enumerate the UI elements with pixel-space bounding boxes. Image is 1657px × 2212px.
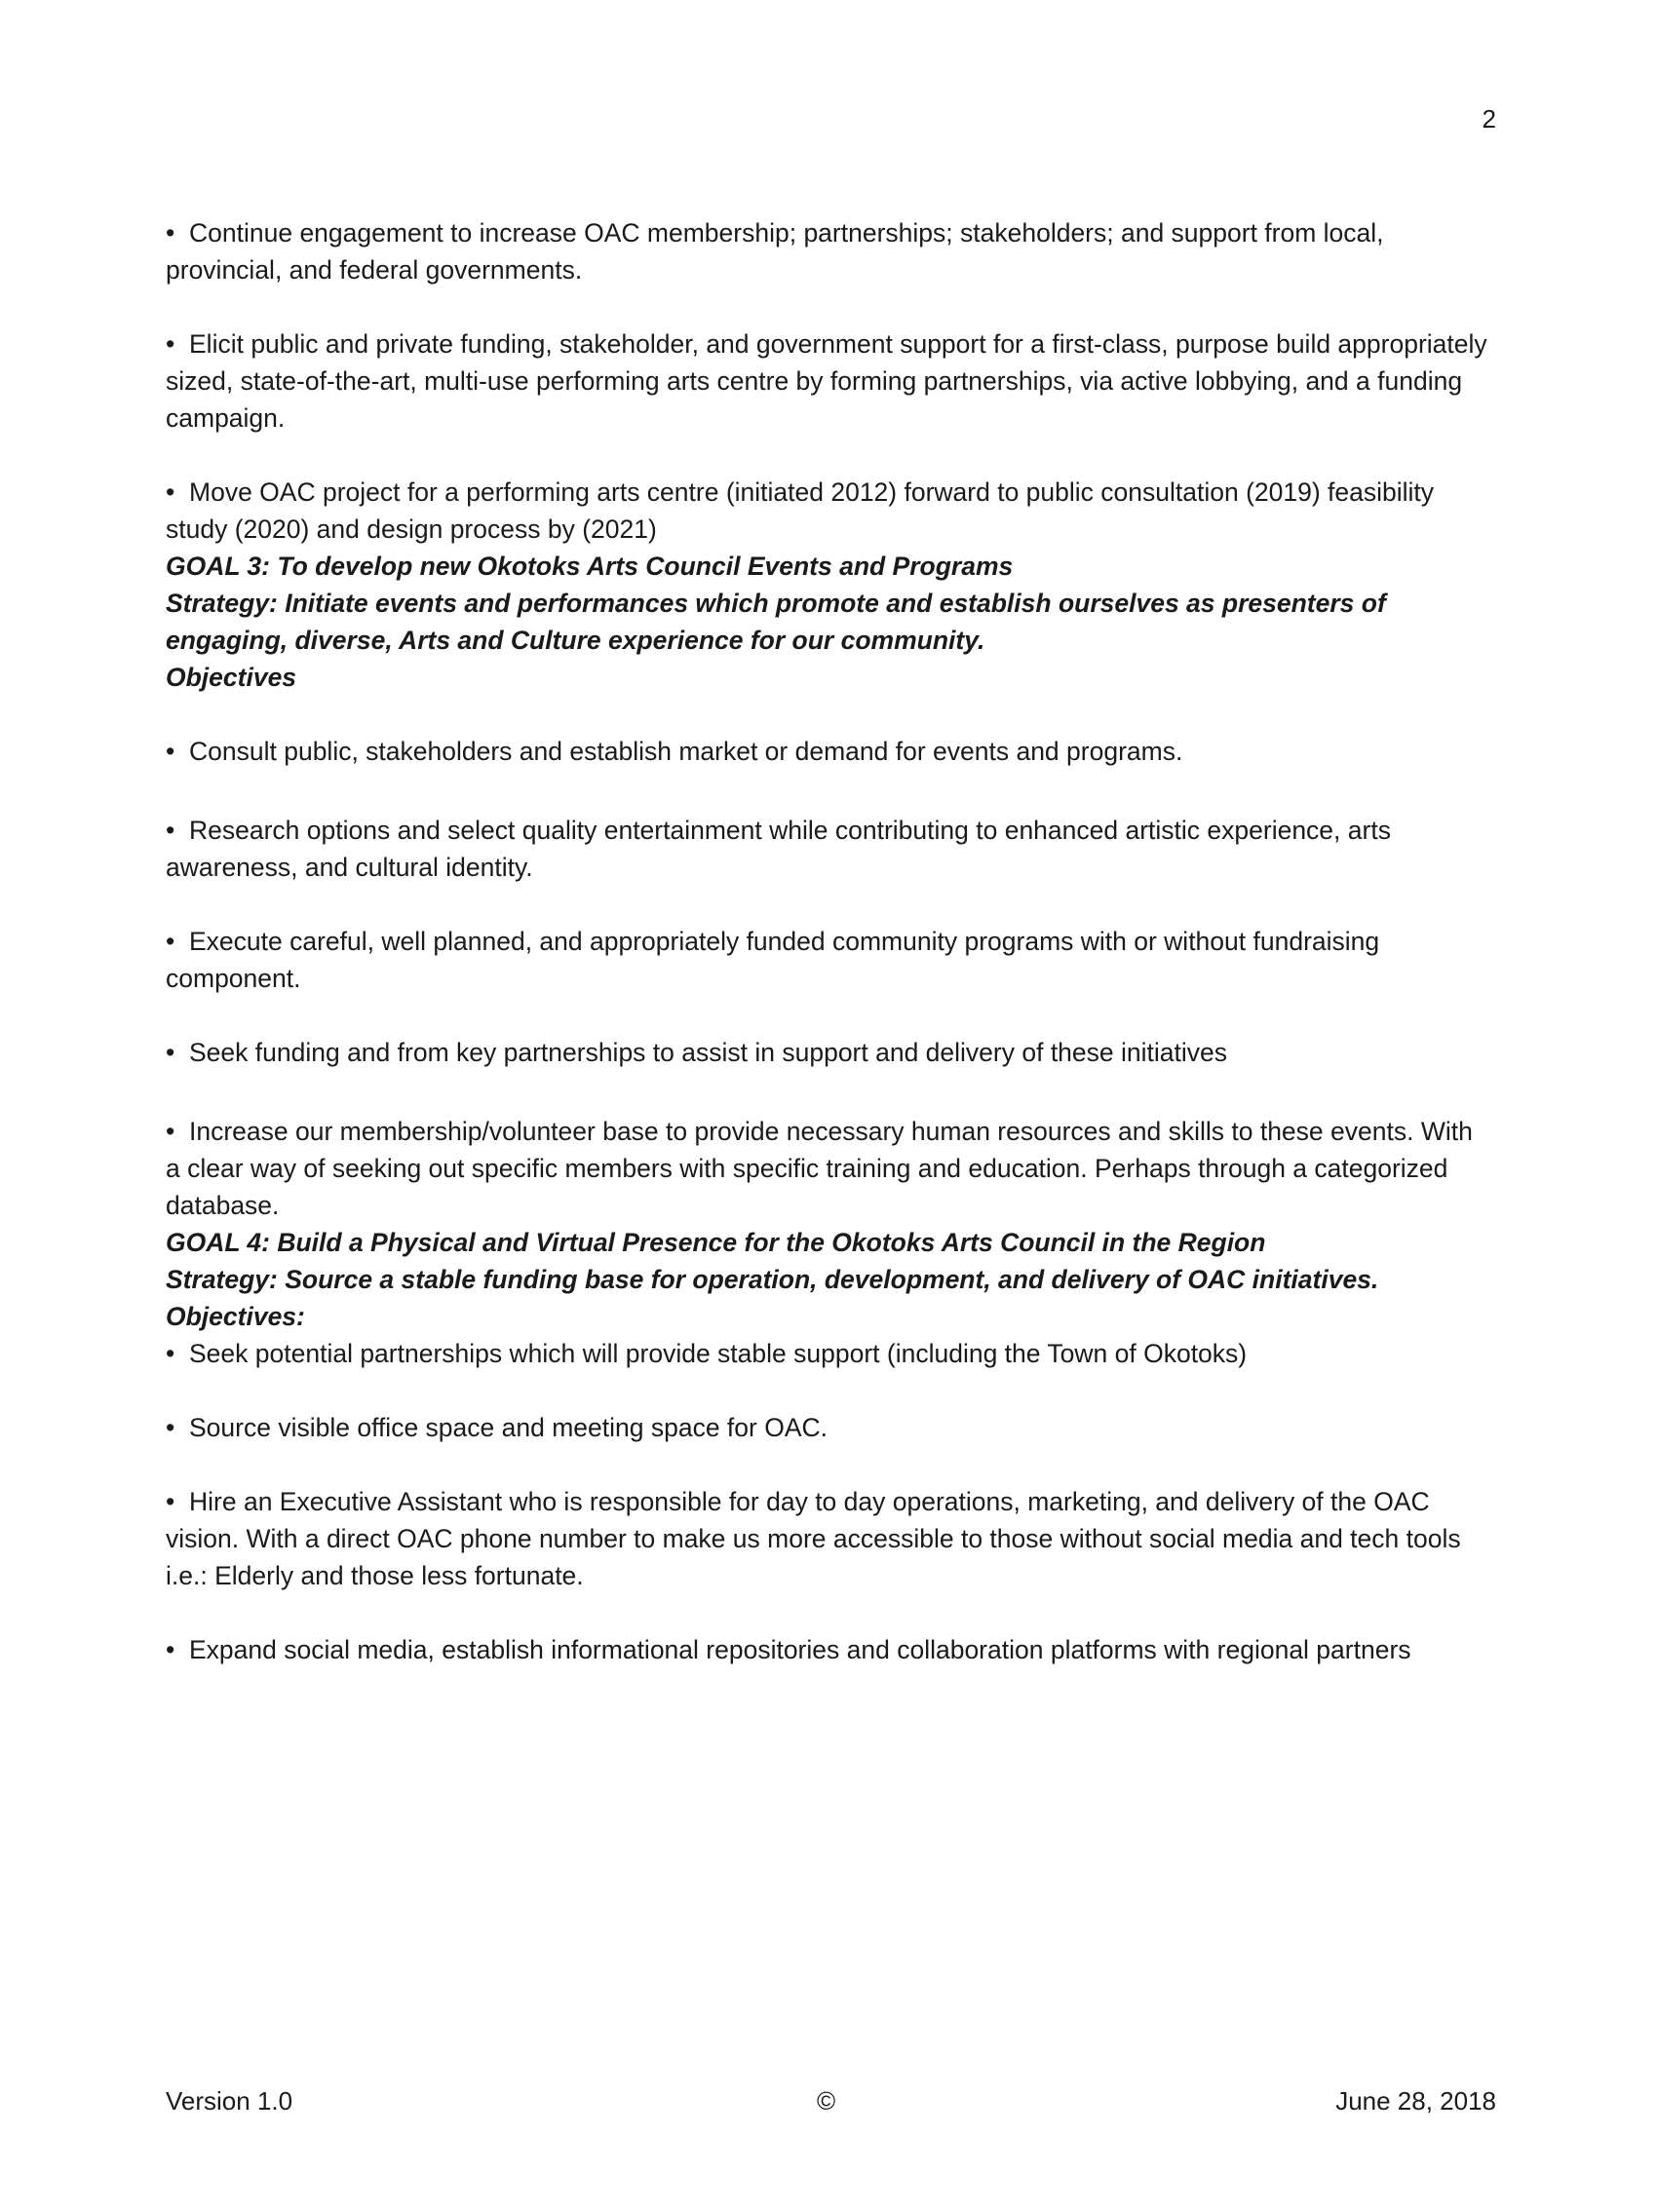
bullet-text: Seek funding and from key partnerships to assist in support and delivery of these initiatives bbox=[189, 1038, 1227, 1067]
bullet-text: Execute careful, well planned, and appropriately funded community programs with or without fundraising component. bbox=[166, 927, 1380, 993]
bullet-item bbox=[166, 1483, 1491, 1594]
goal-4-strategy: Strategy: Source a stable funding base for operation, development, and delivery of OAC initiatives. bbox=[166, 1265, 1379, 1294]
bullet-text: Expand social media, establish informational repositories and collaboration platforms with regional partners bbox=[189, 1635, 1411, 1664]
bullet-text: Increase our membership/volunteer base to provide necessary human resources and skills to these events. With a clear way of seeking out specific members with specific training and education. Perhaps through a categorized database. bbox=[166, 1117, 1473, 1220]
footer-version: Version 1.0 bbox=[166, 2086, 293, 2116]
bullet-text: Elicit public and private funding, stakeholder, and government support for a first-class, purpose build appropriately sized, state-of-the-art, multi-use performing arts centre by forming partnerships, via active lobbying, and a funding campaign. bbox=[166, 329, 1487, 433]
document-body bbox=[166, 214, 1491, 1668]
bullet-item bbox=[166, 733, 1491, 770]
bullet-text: Source visible office space and meeting space for OAC. bbox=[189, 1413, 828, 1442]
bullet-item bbox=[166, 923, 1491, 997]
goal-4-objectives-label: Objectives: bbox=[166, 1302, 305, 1331]
goal-3-objectives-label: Objectives bbox=[166, 663, 297, 692]
bullet-item bbox=[166, 1034, 1491, 1071]
bullet-icon: • bbox=[166, 737, 175, 766]
bullet-item bbox=[166, 474, 1491, 548]
bullet-text: Move OAC project for a performing arts centre (initiated 2012) forward to public consultation (2019) feasibility study (2020) and design process by (2021) bbox=[166, 477, 1435, 544]
bullet-item bbox=[166, 325, 1491, 437]
bullet-icon: • bbox=[166, 477, 175, 507]
goal-3-strategy: Strategy: Initiate events and performances which promote and establish ourselves as presenters of engaging, diverse, Arts and Culture experience for our community. bbox=[166, 589, 1386, 655]
bullet-item bbox=[166, 1113, 1491, 1224]
goal-4-title: GOAL 4: Build a Physical and Virtual Presence for the Okotoks Arts Council in the Region bbox=[166, 1228, 1266, 1257]
bullet-icon: • bbox=[166, 1038, 175, 1067]
bullet-icon: • bbox=[166, 816, 175, 845]
bullet-icon: • bbox=[166, 1635, 175, 1664]
bullet-text: Consult public, stakeholders and establish market or demand for events and programs. bbox=[189, 737, 1183, 766]
bullet-icon: • bbox=[166, 1487, 175, 1516]
footer-copyright: © bbox=[817, 2086, 836, 2116]
goal-3-title: GOAL 3: To develop new Okotoks Arts Council Events and Programs bbox=[166, 552, 1014, 581]
bullet-text: Continue engagement to increase OAC membership; partnerships; stakeholders; and support from local, provincial, and federal governments. bbox=[166, 218, 1384, 285]
bullet-text: Seek potential partnerships which will provide stable support (including the Town of Okotoks) bbox=[189, 1339, 1248, 1368]
bullet-icon: • bbox=[166, 1339, 175, 1368]
bullet-item bbox=[166, 1409, 1491, 1446]
bullet-item bbox=[166, 812, 1491, 886]
bullet-icon: • bbox=[166, 329, 175, 359]
bullet-text: Research options and select quality entertainment while contributing to enhanced artistic experience, arts awareness, and cultural identity. bbox=[166, 816, 1391, 882]
bullet-icon: • bbox=[166, 1117, 175, 1146]
bullet-item bbox=[166, 214, 1491, 288]
page-number: 2 bbox=[1482, 104, 1496, 133]
bullet-text: Hire an Executive Assistant who is responsible for day to day operations, marketing, and delivery of the OAC vision. With a direct OAC phone number to make us more accessible to those without social media and tech tools i.e.: Elderly and those less fortunate. bbox=[166, 1487, 1461, 1590]
bullet-icon: • bbox=[166, 218, 175, 248]
footer-date: June 28, 2018 bbox=[1335, 2086, 1496, 2116]
bullet-icon: • bbox=[166, 1413, 175, 1442]
bullet-icon: • bbox=[166, 927, 175, 956]
bullet-item bbox=[166, 1631, 1491, 1668]
bullet-item bbox=[166, 1335, 1491, 1372]
